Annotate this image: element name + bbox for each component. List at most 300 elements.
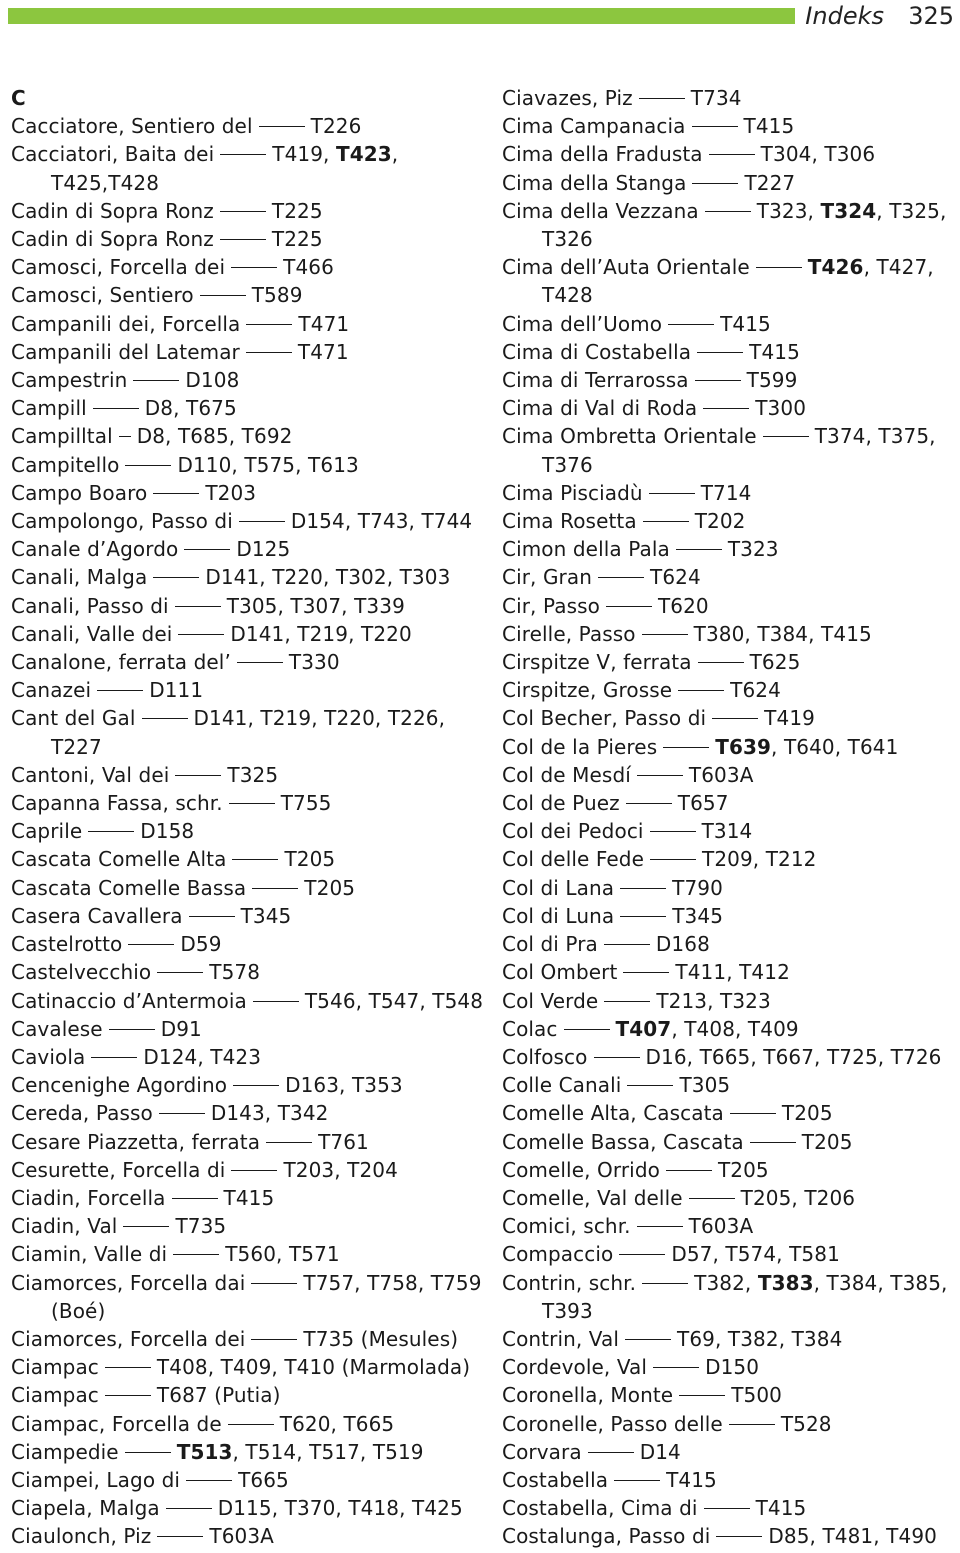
entry-refs: D141, T219, T220: [230, 621, 412, 646]
entry-name: Col delle Fede: [502, 847, 645, 872]
entry-name: Cantoni, Val dei: [11, 762, 170, 787]
entry-name: Cima Rosetta: [502, 509, 637, 534]
dash-separator: [97, 690, 143, 691]
entry-name: Cima della Vezzana: [502, 198, 699, 223]
entry-name: Colac: [502, 1016, 558, 1041]
entry-name: Cima di Costabella: [502, 339, 692, 364]
entry-refs: D154, T743, T744: [290, 509, 473, 534]
dash-separator: [184, 549, 230, 550]
dash-separator: [639, 98, 685, 99]
entry-name: Ciaulonch, Piz: [11, 1524, 152, 1549]
dash-separator: [153, 577, 199, 578]
entry-name: Ciadin, Val: [11, 1214, 118, 1239]
dash-separator: [594, 1057, 640, 1058]
dash-separator: [668, 324, 714, 325]
entry-name: Canalone, ferrata del’: [11, 650, 231, 675]
index-entry: [11, 112, 491, 140]
entry-continuation: T393: [542, 1298, 593, 1323]
entry-name: Campestrin: [11, 368, 128, 393]
entry-refs: T415: [666, 1467, 717, 1492]
entry-refs: T205: [717, 1157, 769, 1182]
entry-refs: T203, T204: [283, 1157, 398, 1182]
entry-name: Campo Boaro: [11, 480, 148, 505]
index-entry: [502, 1212, 957, 1240]
index-entry: [502, 169, 957, 197]
dash-separator: [259, 126, 305, 127]
index-entry: [502, 507, 957, 535]
entry-name: Cereda, Passo: [11, 1101, 153, 1126]
index-entry: [11, 1522, 491, 1550]
dash-separator: [125, 1452, 171, 1453]
dash-separator: [716, 1536, 762, 1537]
entry-refs: T687 (Putia): [156, 1383, 281, 1408]
index-entry: [11, 930, 491, 958]
dash-separator: [678, 690, 724, 691]
index-entry: [11, 592, 491, 620]
dash-separator: [157, 1536, 203, 1537]
index-entry: [502, 338, 957, 366]
dash-separator: [229, 803, 275, 804]
dash-separator: [251, 1339, 297, 1340]
index-column-right: [502, 84, 957, 1551]
dash-separator: [588, 1452, 634, 1453]
index-entry: [502, 902, 957, 930]
entry-refs: T408, T409, T410 (Marmolada): [156, 1355, 471, 1380]
dash-separator: [689, 1198, 735, 1199]
entry-refs: T380, T384, T415: [693, 621, 872, 646]
entry-refs: T323: [727, 537, 779, 562]
dash-separator: [623, 972, 669, 973]
entry-refs: D163, T353: [285, 1073, 403, 1098]
dash-separator: [228, 1424, 274, 1425]
entry-name: Cir, Passo: [502, 593, 600, 618]
dash-separator: [166, 1508, 212, 1509]
dash-separator: [642, 634, 688, 635]
entry-refs: D85, T481, T490: [768, 1524, 937, 1549]
entry-refs: T203: [205, 480, 257, 505]
index-entry: [11, 1381, 491, 1409]
dash-separator: [173, 1254, 219, 1255]
entry-name: Ciadin, Forcella: [11, 1185, 166, 1210]
index-entry: [502, 592, 957, 620]
entry-name: Contrin, Val: [502, 1326, 620, 1351]
entry-name: Ciamorces, Forcella dei: [11, 1326, 246, 1351]
dash-separator: [692, 126, 738, 127]
entry-continuation: T227: [51, 734, 102, 759]
entry-name: Costalunga, Passo di: [502, 1524, 711, 1549]
index-entry: [11, 1438, 491, 1466]
index-entry: [502, 930, 957, 958]
entry-continuation: T376: [542, 452, 593, 477]
index-entry: [11, 394, 491, 422]
entry-refs: T325: [227, 762, 279, 787]
entry-name: Castelrotto: [11, 932, 123, 957]
entry-refs: T305, T307, T339: [226, 593, 405, 618]
dash-separator: [142, 718, 188, 719]
dash-separator: [703, 408, 749, 409]
entry-name: Caviola: [11, 1044, 86, 1069]
entry-name: Campill: [11, 396, 87, 421]
entry-refs: D108: [185, 368, 240, 393]
index-entry: [502, 1494, 957, 1522]
index-entry: [502, 1128, 957, 1156]
index-entry: [502, 761, 957, 789]
index-entry: [11, 987, 491, 1015]
index-entry: [502, 987, 957, 1015]
entry-refs: D115, T370, T418, T425: [217, 1496, 463, 1521]
entry-name: Ciamin, Valle di: [11, 1242, 168, 1267]
dash-separator: [252, 888, 298, 889]
index-entry: [502, 1015, 957, 1043]
entry-refs: T205: [801, 1129, 853, 1154]
index-entry: [11, 761, 491, 789]
dash-separator: [93, 408, 139, 409]
entry-name: Cima Campanacia: [502, 114, 686, 139]
dash-separator: [653, 1367, 699, 1368]
entry-refs: T790: [672, 875, 723, 900]
entry-name: Col Verde: [502, 988, 599, 1013]
entry-name: Cirspitze V, ferrata: [502, 650, 692, 675]
entry-refs: T205: [284, 847, 336, 872]
dash-separator: [666, 1170, 712, 1171]
dash-separator: [604, 944, 650, 945]
entry-name: Cima di Val di Roda: [502, 396, 698, 421]
index-entry: [11, 225, 491, 253]
index-entry: [502, 648, 957, 676]
index-entry: [11, 1099, 491, 1127]
index-entry: [11, 140, 491, 196]
dash-separator: [705, 211, 751, 212]
index-entry: [502, 1099, 957, 1127]
entry-name: Capanna Fassa, schr.: [11, 791, 223, 816]
entry-refs: D110, T575, T613: [177, 452, 359, 477]
entry-name: Cima di Terrarossa: [502, 368, 689, 393]
index-entry: [11, 253, 491, 281]
dash-separator: [695, 380, 741, 381]
dash-separator: [88, 831, 134, 832]
entry-name: Comelle, Val delle: [502, 1185, 683, 1210]
entry-name: Col de Puez: [502, 791, 620, 816]
entry-name: Catinaccio d’Antermoia: [11, 988, 247, 1013]
section-letter: C: [11, 86, 26, 110]
entry-refs: T69, T382, T384: [677, 1326, 843, 1351]
index-entry: [11, 1325, 491, 1353]
entry-name: Ciapela, Malga: [11, 1496, 160, 1521]
entry-name: Cir, Gran: [502, 565, 593, 590]
dash-separator: [128, 944, 174, 945]
index-entry: [11, 958, 491, 986]
entry-refs: T620, T665: [279, 1411, 395, 1436]
dash-separator: [756, 267, 802, 268]
entry-refs: T665: [238, 1467, 289, 1492]
index-entry: [502, 1438, 957, 1466]
index-entry: [11, 1184, 491, 1212]
entry-name: Colle Canali: [502, 1073, 622, 1098]
entry-name: Col de la Pieres: [502, 734, 658, 759]
index-entry: [11, 1128, 491, 1156]
index-entry: [502, 817, 957, 845]
dash-separator: [679, 1395, 725, 1396]
index-entry: [502, 1381, 957, 1409]
index-entry: [11, 507, 491, 535]
entry-name: Cima Ombretta Orientale: [502, 424, 757, 449]
dash-separator: [619, 1254, 665, 1255]
entry-refs: D141, T220, T302, T303: [205, 565, 451, 590]
index-entry: [11, 1043, 491, 1071]
entry-name: Camosci, Forcella dei: [11, 255, 226, 280]
page-number: 325: [908, 2, 954, 30]
entry-refs: T639, T640, T641: [715, 734, 899, 759]
entry-refs: T471: [298, 311, 350, 336]
entry-refs: T625: [749, 650, 801, 675]
dash-separator: [220, 154, 266, 155]
entry-refs: T624: [730, 678, 781, 703]
entry-name: Comelle Bassa, Cascata: [502, 1129, 744, 1154]
entry-name: Col dei Pedoci: [502, 819, 644, 844]
entry-refs: D141, T219, T220, T226,: [193, 706, 446, 731]
entry-refs: T305: [679, 1073, 731, 1098]
entry-name: Cacciatori, Baita dei: [11, 142, 215, 167]
index-entry: [11, 310, 491, 338]
dash-separator: [175, 775, 221, 776]
index-entry: [502, 676, 957, 704]
dash-separator: [637, 775, 683, 776]
entry-name: Campanili dei, Forcella: [11, 311, 241, 336]
index-entry: [11, 845, 491, 873]
index-entry: [11, 902, 491, 930]
entry-name: Cima della Fradusta: [502, 142, 703, 167]
dash-separator: [709, 154, 755, 155]
index-entry: [502, 366, 957, 394]
dash-separator: [649, 493, 695, 494]
entry-refs: T714: [700, 480, 752, 505]
entry-refs: T415: [755, 1496, 807, 1521]
index-column-left: [11, 84, 491, 1551]
entry-refs: D124, T423: [143, 1044, 262, 1069]
dash-separator: [730, 1113, 776, 1114]
entry-name: Corvara: [502, 1439, 582, 1464]
dash-separator: [697, 352, 743, 353]
dash-separator: [220, 239, 266, 240]
index-entry: [11, 789, 491, 817]
entry-refs: T415: [749, 339, 800, 364]
dash-separator: [626, 803, 672, 804]
entry-name: Cima dell’Auta Orientale: [502, 255, 750, 280]
index-entry: [502, 704, 957, 732]
entry-continuation: T425,T428: [51, 170, 160, 195]
entry-refs: T735: [175, 1214, 227, 1239]
dash-separator: [246, 352, 292, 353]
index-entry: [11, 1466, 491, 1494]
entry-name: Cencenighe Agordino: [11, 1073, 228, 1098]
entry-name: Costabella, Cima di: [502, 1496, 698, 1521]
entry-refs: T205, T206: [740, 1185, 856, 1210]
index-entry: [11, 874, 491, 902]
index-entry: [11, 1212, 491, 1240]
running-header-title: Indeks: [805, 2, 884, 30]
index-entry: [11, 704, 491, 760]
entry-refs: D111: [149, 678, 204, 703]
entry-refs: T761: [318, 1129, 369, 1154]
dash-separator: [750, 1142, 796, 1143]
entry-refs: T411, T412: [675, 960, 790, 985]
index-entry: [502, 563, 957, 591]
index-entry: [502, 422, 957, 478]
dash-separator: [157, 972, 203, 973]
dash-separator: [125, 465, 171, 466]
dash-separator: [663, 747, 709, 748]
entry-refs: D16, T665, T667, T725, T726: [645, 1044, 942, 1069]
index-entry: [502, 1156, 957, 1184]
index-entry: [11, 1156, 491, 1184]
entry-name: Cacciatore, Sentiero del: [11, 114, 253, 139]
index-entry: [502, 84, 957, 112]
entry-refs: T500: [731, 1383, 782, 1408]
entry-refs: T226: [310, 114, 362, 139]
entry-name: Coronella, Monte: [502, 1383, 674, 1408]
entry-refs: T415: [743, 114, 795, 139]
entry-name: Cirelle, Passo: [502, 621, 636, 646]
index-entry: [502, 1325, 957, 1353]
index-entry: [502, 479, 957, 507]
dash-separator: [650, 831, 696, 832]
dash-separator: [729, 1424, 775, 1425]
index-entry: [11, 563, 491, 591]
header-accent-bar: [8, 8, 795, 24]
entry-refs: T202: [694, 509, 746, 534]
entry-name: Comici, schr.: [502, 1214, 631, 1239]
entry-refs: T734: [690, 86, 742, 110]
entry-refs: T426, T427,: [807, 255, 934, 280]
right-entries-list: [502, 84, 957, 1551]
entry-refs: T227: [744, 170, 796, 195]
dash-separator: [159, 1113, 205, 1114]
entry-name: Canale d’Agordo: [11, 537, 179, 562]
index-entry: [502, 1269, 957, 1325]
dash-separator: [253, 1001, 299, 1002]
entry-name: Campolongo, Passo di: [11, 509, 233, 534]
entry-refs: T657: [677, 791, 729, 816]
entry-refs: T528: [780, 1411, 832, 1436]
entry-continuation: T326: [542, 227, 593, 252]
dash-separator: [604, 1001, 650, 1002]
entry-refs: D158: [140, 819, 195, 844]
entry-name: Casera Cavallera: [11, 903, 183, 928]
dash-separator: [133, 380, 179, 381]
index-entry: [502, 1240, 957, 1268]
entry-name: Costabella: [502, 1467, 609, 1492]
index-entry: [502, 845, 957, 873]
index-entry: [502, 1410, 957, 1438]
entry-refs: D57, T574, T581: [671, 1242, 840, 1267]
entry-name: Campitello: [11, 452, 120, 477]
dash-separator: [598, 577, 644, 578]
index-entry: [502, 874, 957, 902]
entry-refs: T345: [240, 903, 292, 928]
entry-refs: T415: [223, 1185, 275, 1210]
index-entry: [11, 1494, 491, 1522]
entry-name: Col Ombert: [502, 960, 618, 985]
index-entry: [11, 1240, 491, 1268]
index-entry: [502, 197, 957, 253]
dash-separator: [178, 634, 224, 635]
entry-refs: T578: [209, 960, 261, 985]
index-entry: [502, 1043, 957, 1071]
entry-name: Canali, Valle dei: [11, 621, 173, 646]
entry-name: Cadin di Sopra Ronz: [11, 227, 214, 252]
entry-refs: T419, T423,: [272, 142, 399, 167]
index-entry: [11, 1015, 491, 1043]
index-entry: [502, 733, 957, 761]
index-entry: [11, 1353, 491, 1381]
entry-name: Ciampedie: [11, 1439, 119, 1464]
dash-separator: [153, 493, 199, 494]
entry-refs: T624: [650, 565, 701, 590]
dash-separator: [643, 521, 689, 522]
entry-name: Cascata Comelle Alta: [11, 847, 227, 872]
entry-refs: D14: [639, 1439, 681, 1464]
dash-separator: [266, 1142, 312, 1143]
entry-refs: T225: [271, 198, 323, 223]
dash-separator: [642, 1283, 688, 1284]
entry-name: Ciamorces, Forcella dai: [11, 1270, 246, 1295]
entry-name: Cesurette, Forcella di: [11, 1157, 226, 1182]
dash-separator: [231, 267, 277, 268]
entry-name: Cima dell’Uomo: [502, 311, 663, 336]
dash-separator: [246, 324, 292, 325]
dash-separator: [123, 1226, 169, 1227]
entry-continuation: T428: [542, 283, 593, 308]
entry-name: Contrin, schr.: [502, 1270, 637, 1295]
entry-refs: D168: [655, 932, 710, 957]
entry-refs: D150: [705, 1355, 760, 1380]
index-entry: [502, 394, 957, 422]
index-entry: [11, 1410, 491, 1438]
entry-refs: T755: [280, 791, 332, 816]
entry-name: Cima Pisciadù: [502, 480, 643, 505]
entry-refs: T407, T408, T409: [615, 1016, 799, 1041]
index-entry: [11, 1269, 491, 1325]
dash-separator: [625, 1339, 671, 1340]
dash-separator: [606, 606, 652, 607]
index-entry: [502, 789, 957, 817]
entry-name: Col di Lana: [502, 875, 615, 900]
entry-refs: T330: [288, 650, 340, 675]
entry-name: Cesare Piazzetta, ferrata: [11, 1129, 261, 1154]
dash-separator: [239, 521, 285, 522]
left-entries-list: [11, 112, 491, 1550]
dash-separator: [620, 888, 666, 889]
entry-name: Caprile: [11, 819, 83, 844]
dash-separator: [105, 1395, 151, 1396]
dash-separator: [119, 436, 131, 437]
entry-refs: D8, T685, T692: [136, 424, 293, 449]
index-entry: [11, 422, 491, 450]
index-entry: [502, 1071, 957, 1099]
dash-separator: [200, 295, 246, 296]
entry-refs: T603A: [209, 1524, 274, 1549]
entry-refs: D143, T342: [210, 1101, 329, 1126]
entry-refs: D91: [160, 1016, 202, 1041]
index-entry: [502, 253, 957, 309]
index-entry: [502, 620, 957, 648]
entry-name: Ciampei, Lago di: [11, 1467, 181, 1492]
dash-separator: [763, 436, 809, 437]
entry-name: Cavalese: [11, 1016, 103, 1041]
dash-separator: [698, 662, 744, 663]
entry-refs: T345: [672, 903, 724, 928]
entry-refs: T419: [764, 706, 815, 731]
